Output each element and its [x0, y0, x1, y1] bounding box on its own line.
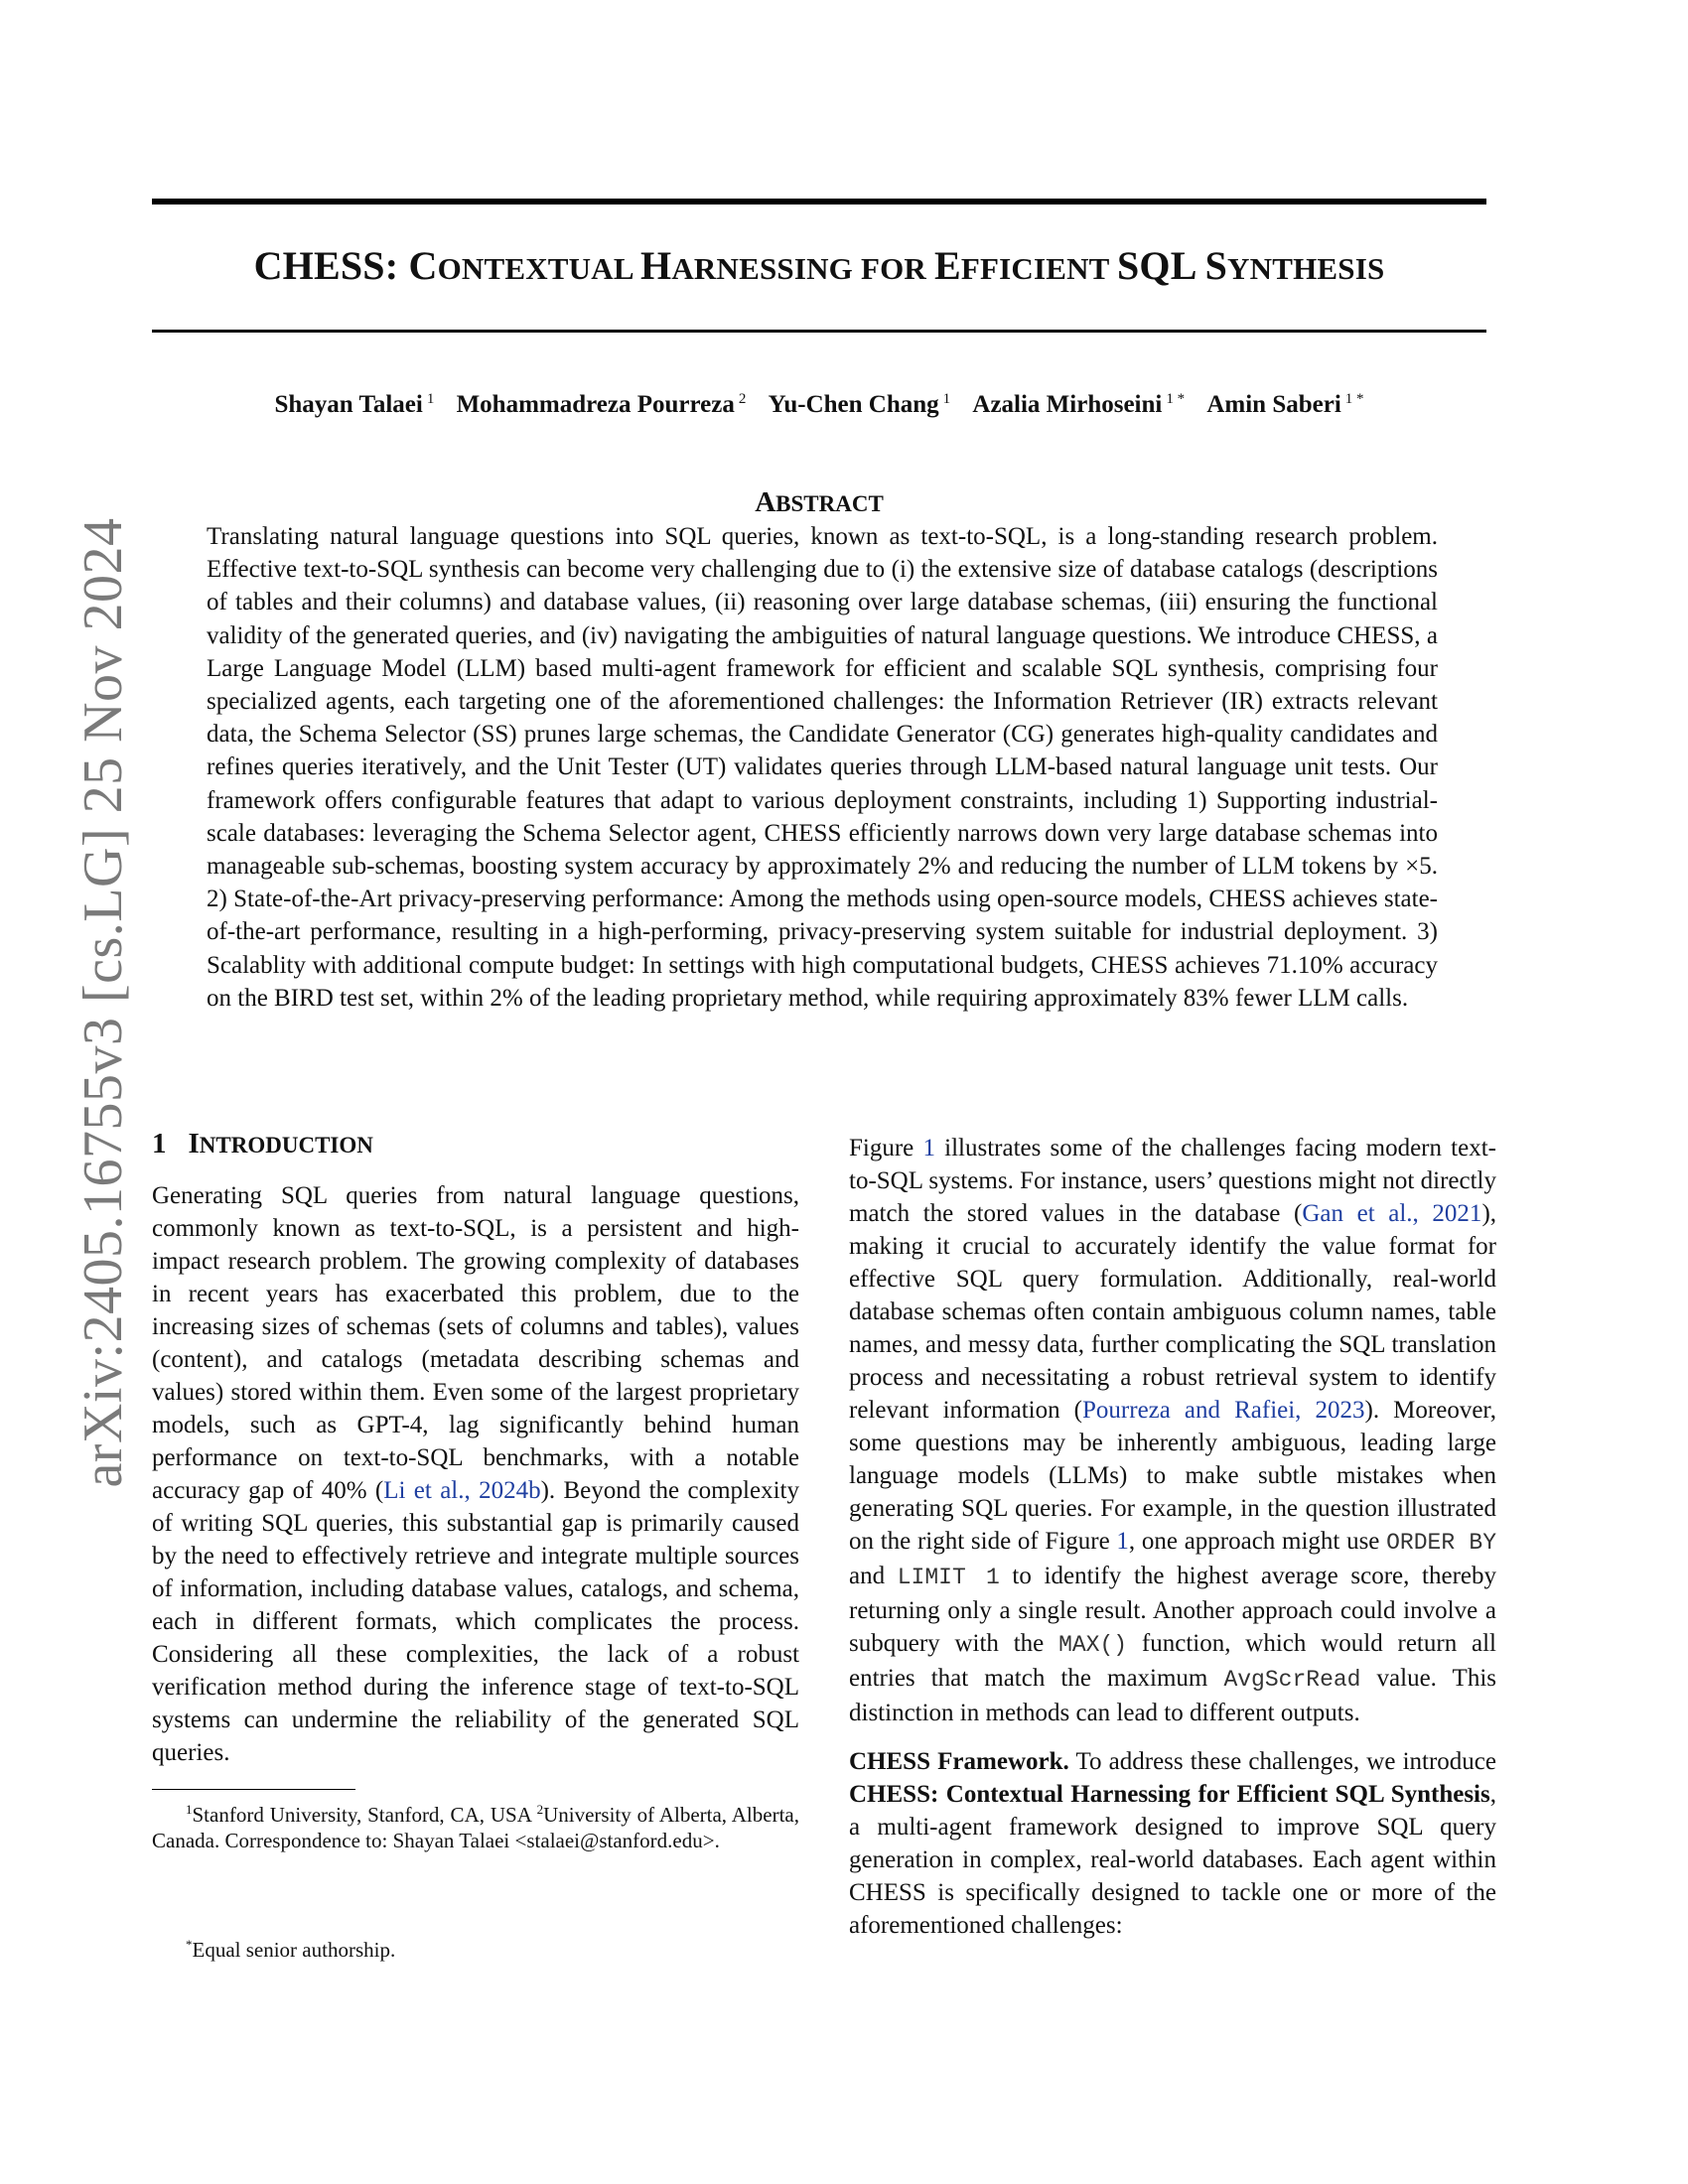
figure-reference-link[interactable]: 1 — [1116, 1528, 1129, 1555]
author: Amin Saberi $^{1 *}$ — [1206, 391, 1364, 419]
citation-link[interactable]: Pourreza and Rafiei, 2023 — [1082, 1397, 1365, 1424]
intro-paragraph: Figure 1 illustrates some of the challenges facing modern text-to-SQL systems. For instance, users’ questions might not directly match the stored values in the database (Gan et al., 2021), making it crucial to accurately identify the value format for effective SQL query formulation. Additionally, real-world database schemas often contain ambiguous column names, table names, and messy data, further complicating the SQL translation process and necessitating a robust retrieval system to identify relevant information (Pourreza and Rafiei, 2023). Moreover, some questions may be inherently ambiguous, leading large language models (LLMs) to make subtle mistakes when generating SQL queries. For example, in the question illustrated on the right side of Figure 1, one approach might use ORDER BY and LIMIT 1 to identify the highest average score, thereby returning only a single result. Another approach could involve a subquery with the MAX() function, which would return all entries that match the maximum AvgScrRead value. This distinction in methods can lead to different outputs. — [849, 1135, 1497, 1726]
footnote-equal-authorship: *Equal senior authorship. — [186, 1937, 396, 1962]
figure-reference-link[interactable]: 1 — [922, 1135, 935, 1161]
code-inline: MAX() — [1058, 1632, 1128, 1658]
author-list — [152, 391, 1486, 419]
footnote-divider — [152, 1789, 355, 1790]
left-column — [152, 1179, 799, 1769]
citation-link[interactable]: Gan et al., 2021 — [1302, 1200, 1482, 1227]
footnote-affiliations: $^1$Stanford University, Stanford, CA, USA $^2$University of Alberta, Alberta, Canada. Correspondence to: Shayan Talaei <stalaei@stanford.edu>. — [152, 1802, 799, 1852]
abstract-text: Translating natural language questions into SQL queries, known as text-to-SQL, is a long-standing research problem. Effective text-to-SQL synthesis can become very challenging due to (i) the extensive size of database catalogs (descriptions of tables and their columns) and database values, (ii) reasoning over large database schemas, (iii) ensuring the functional validity of the generated queries, and (iv) navigating the ambiguities of natural language questions. We introduce CHESS, a Large Language Model (LLM) based multi-agent framework for efficient and scalable SQL synthesis, comprising four specialized agents, each targeting one of the aforementioned challenges: the Information Retriever (IR) extracts relevant data, the Schema Selector (SS) prunes large schemas, the Candidate Generator (CG) generates high-quality candidates and refines queries iteratively, and the Unit Tester (UT) validates queries through LLM-based natural language unit tests. Our framework offers configurable features that adapt to various deployment constraints, including 1) Supporting industrial-scale databases: leveraging the Schema Selector agent, CHESS efficiently narrows down very large database schemas into manageable sub-schemas, boosting system accuracy by approximately 2% and reducing the number of LLM tokens by ×5. 2) State-of-the-Art privacy-preserving performance: Among the methods using open-source models, CHESS achieves state-of-the-art performance, resulting in a high-performing, privacy-preserving system suitable for industrial deployment. 3) Scalablity with additional compute budget: In settings with high computational budgets, CHESS achieves 71.10% accuracy on the BIRD test set, within 2% of the leading proprietary method, while requiring approximately 83% fewer LLM calls. — [207, 523, 1438, 1012]
abstract-heading: ABSTRACT — [755, 486, 884, 518]
citation-link[interactable]: Li et al., 2024b — [383, 1477, 541, 1504]
author: Shayan Talaei $^1$ — [274, 391, 435, 419]
author: Mohammadreza Pourreza $^2$ — [456, 391, 747, 419]
author: Yu-Chen Chang $^1$ — [768, 391, 951, 419]
author: Azalia Mirhoseini $^{1 *}$ — [972, 391, 1186, 419]
code-inline: ORDER BY — [1386, 1530, 1497, 1556]
intro-paragraph: Generating SQL queries from natural language questions, commonly known as text-to-SQL, is a persistent and high-impact research problem. The growing complexity of databases in recent years has exacerbated this problem, due to the increasing sizes of schemas (sets of columns and tables), values (content), and catalogs (metadata describing schemas and values) stored within them. Even some of the largest proprietary models, such as GPT-4, lag significantly behind human performance on text-to-SQL benchmarks, with a notable accuracy gap of 40% (Li et al., 2024b). Beyond the complexity of writing SQL queries, this substantial gap is primarily caused by the need to effectively retrieve and integrate multiple sources of information, including database values, catalogs, and schema, each in different formats, which complicates the process. Considering all these complexities, the lack of a robust verification method during the inference stage of text-to-SQL systems can undermine the reliability of the generated SQL queries. — [152, 1182, 799, 1766]
framework-paragraph: CHESS Framework. To address these challenges, we introduce CHESS: Contextual Harnessing for Efficient SQL Synthesis, a multi-agent framework designed to improve SQL query generation in complex, real-world databases. Each agent within CHESS is specifically designed to tackle one or more of the aforementioned challenges: — [849, 1748, 1496, 1939]
section-heading-introduction: 1 INTRODUCTION — [152, 1128, 373, 1160]
arxiv-stamp: arXiv:2405.16755v3 [cs.LG] 25 Nov 2024 — [72, 517, 134, 1488]
code-inline: LIMIT 1 — [897, 1565, 1000, 1590]
title-rule-top — [152, 199, 1486, 205]
title-rule-bottom — [152, 330, 1486, 333]
paper-title: CHESS: CONTEXTUAL HARNESSING FOR EFFICIENT SQL SYNTHESIS — [253, 243, 1385, 288]
right-column — [849, 1132, 1496, 1942]
code-inline: AvgScrRead — [1223, 1667, 1361, 1693]
